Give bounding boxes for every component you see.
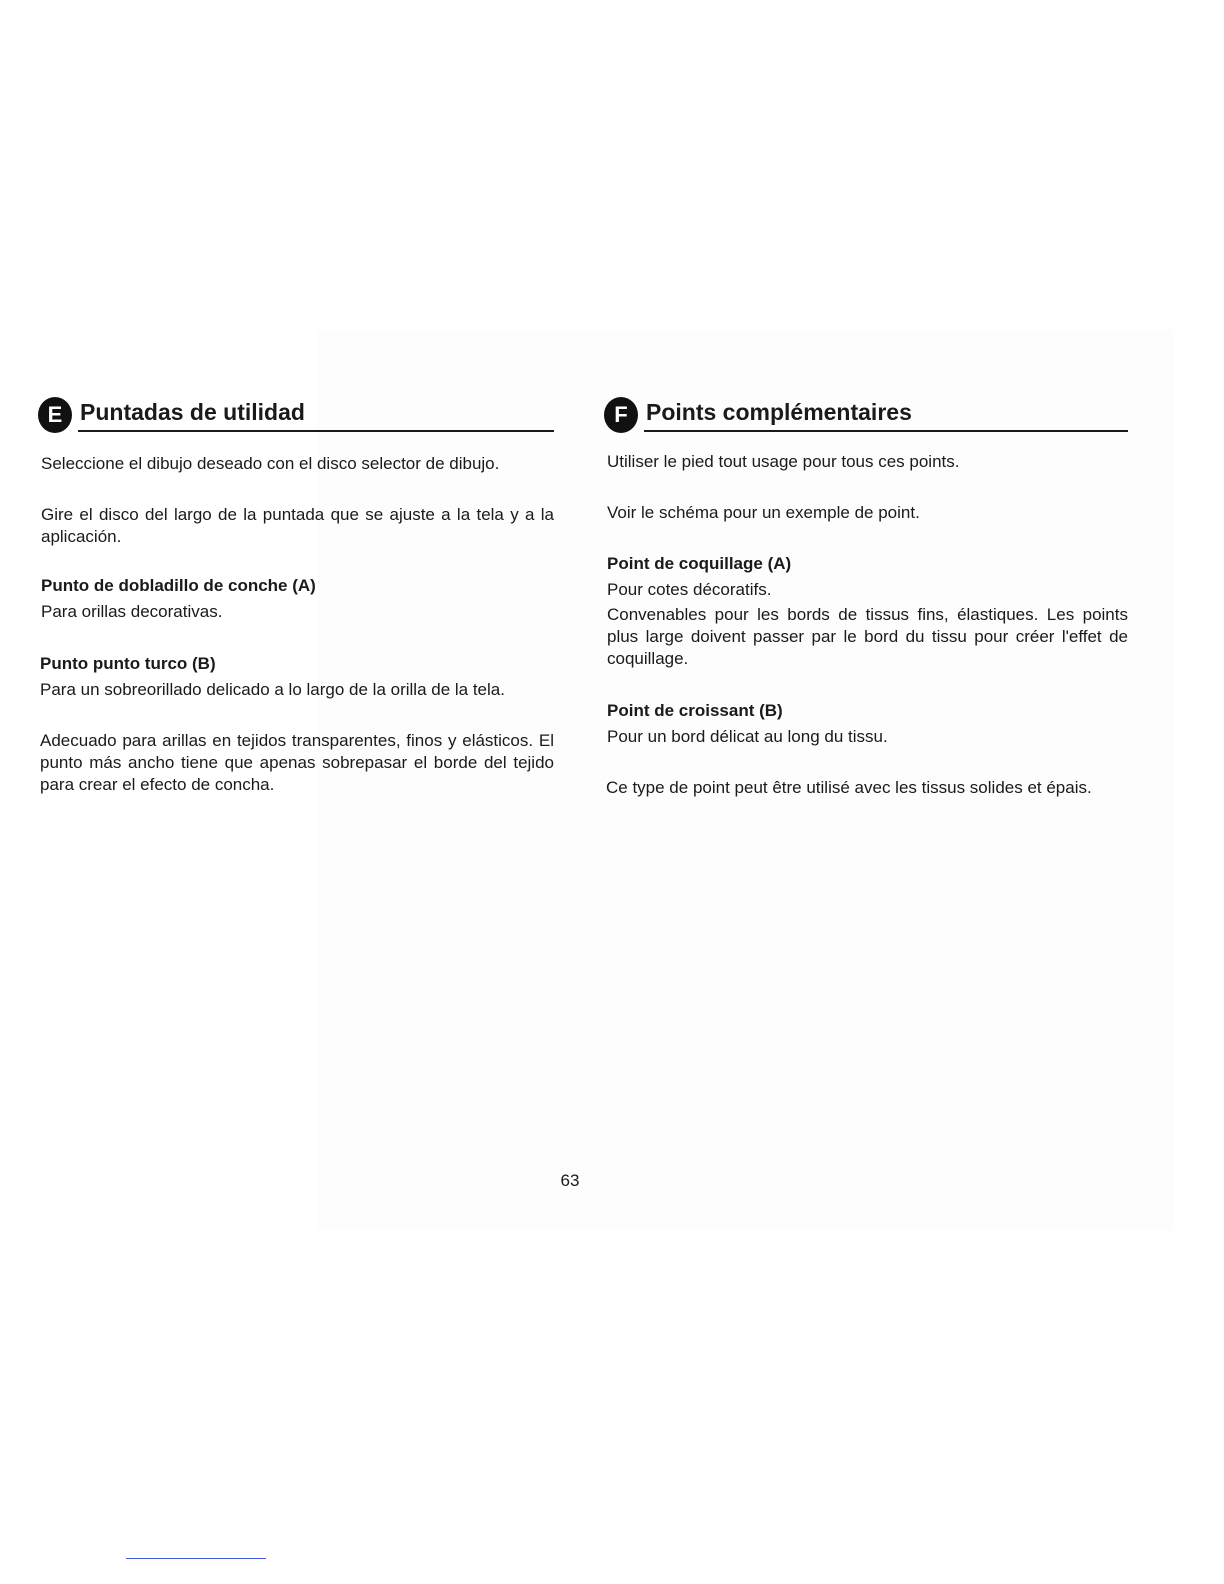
page-number: 63 [560, 1171, 580, 1190]
french-stitch-b-heading: Point de croissant (B) [607, 701, 783, 720]
spanish-title-underline [78, 430, 554, 432]
french-title-underline [644, 430, 1128, 432]
footer-rule [126, 1558, 266, 1559]
spanish-stitch-b-text: Para un sobreorillado delicado a lo largo de la orilla de la tela. [40, 680, 505, 699]
spanish-closing-paragraph: Adecuado para arillas en tejidos transparentes, finos y elásticos. El punto más ancho tiene que apenas sobrepasar el borde del tejido para crear el efecto de concha. [40, 731, 554, 794]
spanish-paragraph-stitch-length: Gire el disco del largo de la puntada que se ajuste a la tela y a la aplicación. [41, 505, 554, 546]
spanish-stitch-b-heading: Punto punto turco (B) [40, 654, 216, 673]
french-section-title: Points complémentaires [646, 399, 912, 425]
french-stitch-b-text: Pour un bord délicat au long du tissu. [607, 727, 888, 746]
french-section [604, 396, 1128, 797]
spanish-stitch-a-heading: Punto de dobladillo de conche (A) [41, 576, 316, 595]
french-stitch-a-heading: Point de coquillage (A) [607, 554, 792, 573]
spanish-section-header [38, 396, 554, 436]
spanish-section-title: Puntadas de utilidad [80, 399, 305, 425]
french-paragraph-presser-foot: Utiliser le pied tout usage pour tous ces points. [607, 452, 960, 471]
french-closing-paragraph: Ce type de point peut être utilisé avec les tissus solides et épais. [606, 778, 1092, 797]
french-stitch-a-detail: Convenables pour les bords de tissus fins, élastiques. Les points plus large doivent passer par le bord du tissu pour créer l'effet de coquillage. [607, 605, 1128, 668]
french-paragraph-diagram: Voir le schéma pour un exemple de point. [607, 503, 920, 522]
spanish-paragraph-select-pattern: Seleccione el dibujo deseado con el disco selector de dibujo. [41, 454, 500, 473]
spanish-section [38, 396, 554, 794]
french-section-header [604, 396, 1128, 436]
language-badge-f: F [604, 397, 638, 433]
french-stitch-a-text: Pour cotes décoratifs. [607, 580, 772, 599]
language-badge-e: E [38, 397, 72, 433]
spanish-stitch-a-text: Para orillas decorativas. [41, 602, 223, 621]
